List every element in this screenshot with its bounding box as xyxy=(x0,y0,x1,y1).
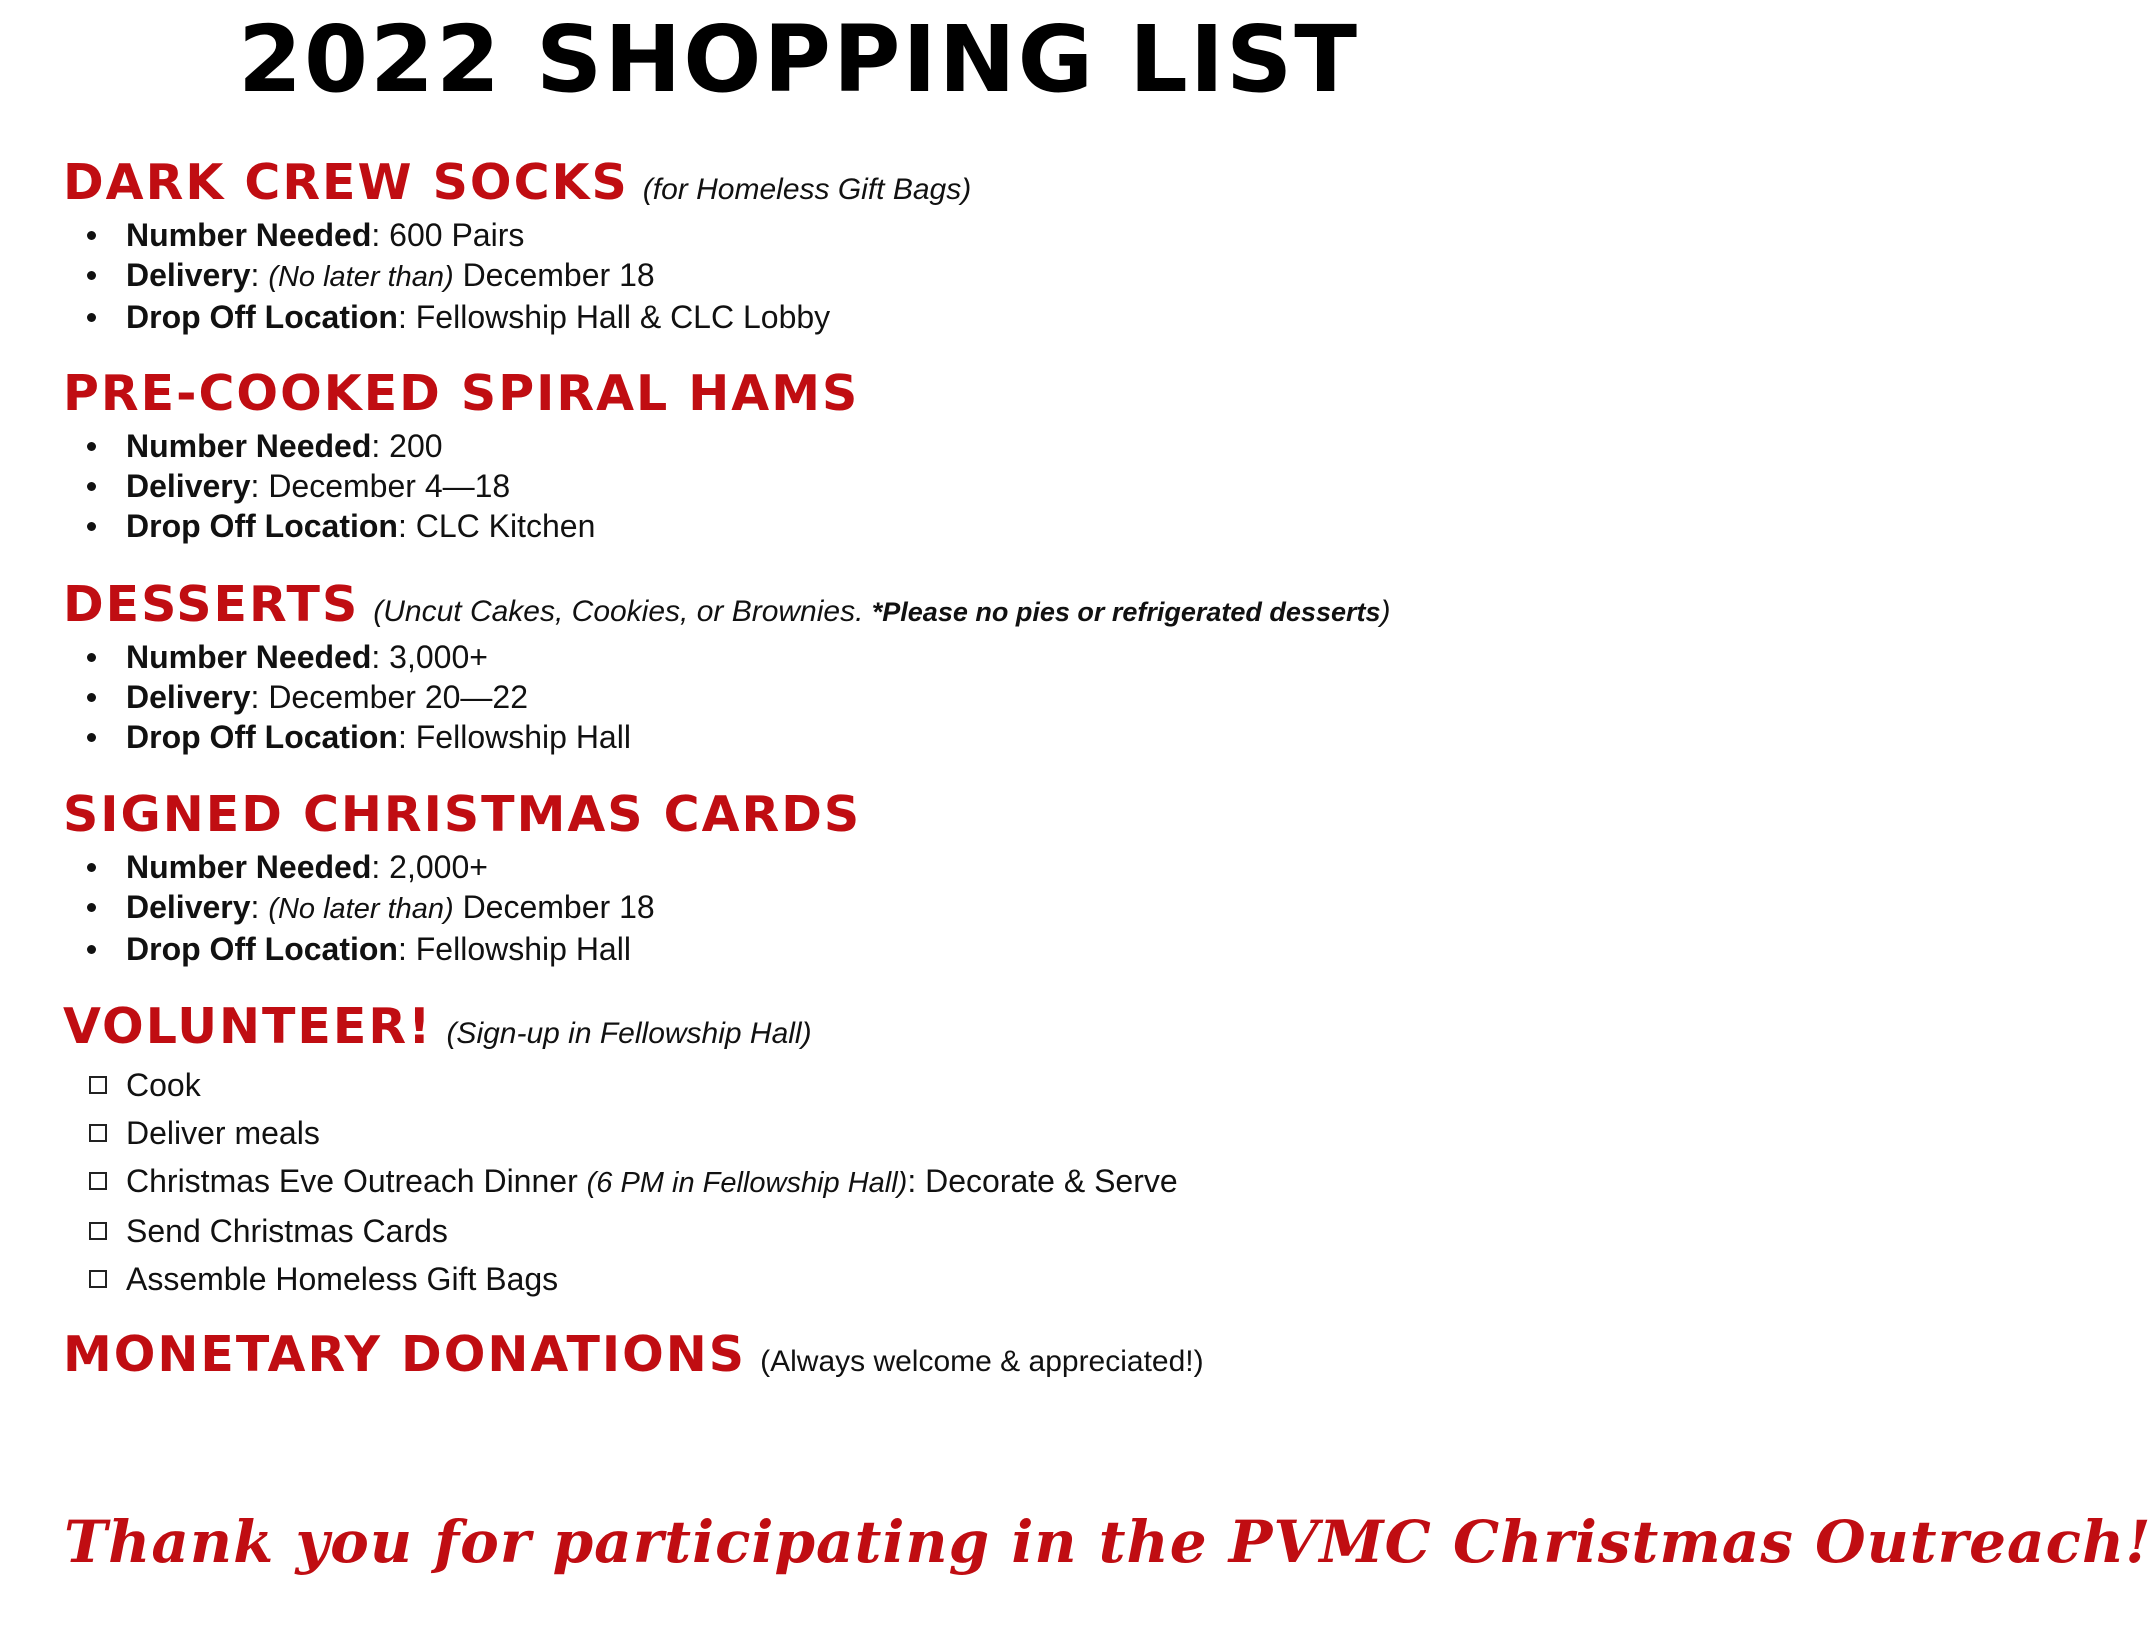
field-label: Number Needed xyxy=(126,639,372,675)
field-value: December 20—22 xyxy=(268,679,528,715)
checkbox-icon[interactable] xyxy=(89,1124,107,1142)
option-label: Send Christmas Cards xyxy=(126,1213,448,1249)
field-label: Drop Off Location xyxy=(126,508,398,544)
field-prefix: (No later than) xyxy=(268,893,454,925)
bullet-icon xyxy=(87,522,96,531)
section-title: DARK CREW SOCKS xyxy=(63,154,629,211)
field-value: Fellowship Hall xyxy=(415,931,631,967)
list-item: Number Needed: 200 xyxy=(63,426,859,466)
list-item: Number Needed: 3,000+ xyxy=(63,637,1391,677)
checkbox-icon[interactable] xyxy=(89,1222,107,1240)
list-item: Drop Off Location: Fellowship Hall xyxy=(63,929,861,969)
field-label: Drop Off Location xyxy=(126,299,398,335)
details-list xyxy=(63,215,971,337)
section-desserts xyxy=(63,576,1391,757)
bullet-icon xyxy=(87,733,96,742)
field-value: 2,000+ xyxy=(389,849,488,885)
field-value: Fellowship Hall & CLC Lobby xyxy=(415,299,831,335)
volunteer-option-cook[interactable] xyxy=(63,1061,1178,1109)
section-christmas-cards xyxy=(63,786,862,969)
bullet-icon xyxy=(87,903,96,912)
field-label: Delivery xyxy=(126,257,251,293)
section-title: MONETARY DONATIONS xyxy=(63,1326,747,1383)
option-label: Assemble Homeless Gift Bags xyxy=(126,1261,559,1297)
field-label: Drop Off Location xyxy=(126,931,398,967)
bullet-icon xyxy=(87,313,96,322)
section-spiral-hams xyxy=(63,365,860,546)
bullet-icon xyxy=(87,863,96,872)
field-value: 3,000+ xyxy=(389,639,488,675)
section-note: (Always welcome & appreciated!) xyxy=(760,1345,1204,1378)
details-list xyxy=(63,847,861,969)
bullet-icon xyxy=(87,653,96,662)
section-header xyxy=(63,1326,1204,1383)
field-label: Number Needed xyxy=(126,428,372,464)
option-suffix: : Decorate & Serve xyxy=(907,1163,1178,1199)
bullet-icon xyxy=(87,945,96,954)
field-label: Delivery xyxy=(126,468,251,504)
section-header xyxy=(63,365,860,422)
option-label: Deliver meals xyxy=(126,1115,320,1151)
thank-you-message: Thank you for participating in the PVMC Christmas Outreach! xyxy=(64,1508,2152,1576)
list-item: Drop Off Location: Fellowship Hall & CLC Lobby xyxy=(63,297,971,337)
section-note: (Uncut Cakes, Cookies, or Brownies. *Please no pies or refrigerated desserts) xyxy=(373,595,1391,628)
volunteer-option-deliver-meals[interactable] xyxy=(63,1109,1178,1157)
list-item: Number Needed: 2,000+ xyxy=(63,847,861,887)
section-header xyxy=(63,154,972,211)
section-header xyxy=(63,786,862,843)
volunteer-option-send-cards[interactable] xyxy=(63,1207,1178,1255)
details-list xyxy=(63,426,859,546)
field-value: December 18 xyxy=(453,257,655,293)
field-prefix: (No later than) xyxy=(268,261,454,293)
list-item: Drop Off Location: CLC Kitchen xyxy=(63,506,859,546)
field-value: December 18 xyxy=(453,889,655,925)
field-value: 600 Pairs xyxy=(389,217,525,253)
section-dark-crew-socks xyxy=(63,154,972,337)
section-title: PRE-COOKED SPIRAL HAMS xyxy=(63,365,860,422)
details-list xyxy=(63,637,1391,757)
section-header xyxy=(63,998,1178,1055)
bullet-icon xyxy=(87,482,96,491)
field-label: Delivery xyxy=(126,679,251,715)
section-note: (Sign-up in Fellowship Hall) xyxy=(446,1017,812,1050)
section-monetary-donations xyxy=(63,1326,1204,1383)
list-item: Number Needed: 600 Pairs xyxy=(63,215,971,255)
checkbox-icon[interactable] xyxy=(89,1172,107,1190)
list-item: Drop Off Location: Fellowship Hall xyxy=(63,717,1391,757)
section-title: VOLUNTEER! xyxy=(63,998,433,1055)
bullet-icon xyxy=(87,271,96,280)
field-label: Number Needed xyxy=(126,849,372,885)
section-title: DESSERTS xyxy=(63,576,360,633)
bullet-icon xyxy=(87,442,96,451)
option-note: (6 PM in Fellowship Hall) xyxy=(586,1167,908,1199)
list-item: Delivery: (No later than) December 18 xyxy=(63,887,861,929)
field-label: Delivery xyxy=(126,889,251,925)
section-volunteer xyxy=(63,998,1178,1303)
list-item: Delivery: December 4—18 xyxy=(63,466,859,506)
checkbox-icon[interactable] xyxy=(89,1076,107,1094)
list-item: Delivery: (No later than) December 18 xyxy=(63,255,971,297)
option-label: Christmas Eve Outreach Dinner xyxy=(126,1163,587,1199)
field-value: Fellowship Hall xyxy=(415,719,631,755)
field-value: CLC Kitchen xyxy=(415,508,596,544)
field-value: December 4—18 xyxy=(268,468,511,504)
volunteer-option-outreach-dinner[interactable] xyxy=(63,1157,1178,1207)
field-label: Number Needed xyxy=(126,217,372,253)
bullet-icon xyxy=(87,231,96,240)
checkbox-icon[interactable] xyxy=(89,1270,107,1288)
option-label: Cook xyxy=(126,1067,201,1103)
volunteer-option-gift-bags[interactable] xyxy=(63,1255,1178,1303)
volunteer-options xyxy=(63,1061,1178,1303)
field-value: 200 xyxy=(389,428,443,464)
section-header xyxy=(63,576,1391,633)
page-title: 2022 SHOPPING LIST xyxy=(237,6,1360,113)
section-title: SIGNED CHRISTMAS CARDS xyxy=(63,786,862,843)
bullet-icon xyxy=(87,693,96,702)
list-item: Delivery: December 20—22 xyxy=(63,677,1391,717)
section-note: (for Homeless Gift Bags) xyxy=(642,173,972,206)
field-label: Drop Off Location xyxy=(126,719,398,755)
